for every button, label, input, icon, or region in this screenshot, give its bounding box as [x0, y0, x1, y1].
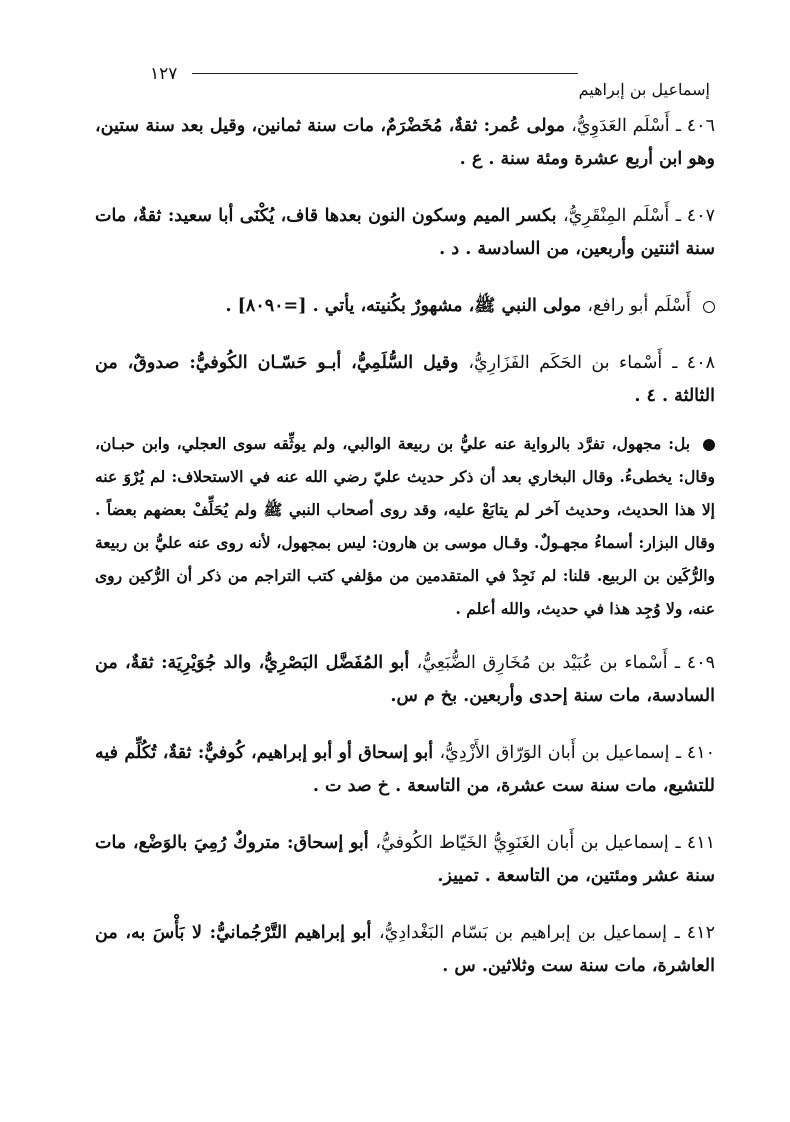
open-circle-marker-icon — [703, 301, 715, 313]
entry-number: ٤٠٩ ـ — [674, 653, 716, 673]
note-label: بل: — [668, 434, 691, 453]
entry-407 — [95, 200, 715, 266]
entry-number: ٤١٠ ـ — [675, 743, 716, 763]
entry-number: ٤٠٨ ـ — [672, 353, 715, 373]
entry-text: بكسر الميم وسكون النون بعدها قاف، يُكْنَى أبا سعيد: ثقةٌ، مات سنة اثنتين وأربعين، من السادسة . د . — [95, 206, 715, 259]
filled-bullet-icon — [703, 439, 715, 451]
entry-411 — [95, 827, 715, 893]
entry-text: أبو إسحاق: متروكٌ رُمِيَ بالوَضْع، مات سنة عشر ومئتين، من التاسعة . تمييز. — [95, 833, 715, 886]
entry-number: ٤١٢ ـ — [674, 923, 715, 943]
entry-name: إسماعيل بن أَبان الغَنَوِيُّ الخَيّاط الكُوفيُّ، — [375, 833, 669, 853]
running-title: إسماعيل بن إبراهيم — [578, 80, 710, 99]
entry-name: أَسْلَم أبو رافع، — [587, 296, 691, 316]
entry-410 — [95, 737, 715, 803]
entry-name: أَسْلَم العَدَوِيُّ، — [571, 116, 670, 136]
header-rule — [192, 73, 578, 74]
entry-text: وقيل السُّلَمِيُّ، أبـو حَسّـان الكُوفيُّ: صدوقٌ، من الثالثة . ٤ . — [95, 353, 715, 406]
entry-number: ٤١١ ـ — [675, 833, 716, 853]
note-text: مجهول، تفرَّد بالرواية عنه عليُّ بن ربيعة الوالبي، ولم يوثِّقه سوى العجلي، وابن حبـان، وقال: يخطىءُ. وقال البخاري بعد أن ذكر حديث عليّ رضي الله عنه في الاستحلاف: لم يُرْوَ عنه إلا هذا الحديث، وحديث آخر لم يتابَعْ عليه، وقد روى أصحاب النبي ﷺ ولم يُحَلِّفْ بعضهم بعضاً . وقال البزار: أسماءُ مجهـولٌ. وقـال موسى بن هارون: ليس بمجهول، لأنه روى عنه عليُّ بن ربيعة والرُّكَين بن الربيع. قلنا: لم نَجِدْ في المتقدمين من مؤلفي كتب التراجم من ذكر أن الرُّكين روى عنه، ولا وُجِد هذا في حديث، والله أعلم . — [95, 434, 715, 618]
entry-text: أبو إسحاق أو أبو إبراهيم، كُوفيٌّ: ثقةٌ، تُكُلِّم فيه للتشيع، مات سنة ست عشرة، من التاسعة . خ صد ت . — [95, 743, 715, 796]
editor-note — [95, 427, 715, 625]
entry-number: ٤٠٧ ـ — [675, 206, 715, 226]
entry-text: أبو المُفَضَّل البَصْرِيُّ، والد جُوَيْرِيَة: ثقةٌ، من السادسة، مات سنة إحدى وأربعين. بخ م س. — [95, 653, 715, 706]
entry-name: إسماعيل بن أَبان الوَرّاق الأَزْدِيُّ، — [439, 743, 670, 763]
entry-name: أَسْماء بن الحَكَم الفَزَارِيُّ، — [468, 353, 663, 373]
entry-text: مولى النبي ﷺ، مشهورٌ بكُنيته، يأتي . [=٨٠٩٠] . — [225, 296, 582, 316]
page-content — [95, 110, 715, 1082]
entry-409 — [95, 647, 715, 713]
entry-name: إسماعيل بن إبراهيم بن بَسّام البَغْدادِيُّ، — [378, 923, 667, 943]
entry-412 — [95, 917, 715, 983]
entry-name: أَسْماء بن عُبَيْد بن مُخَارِق الضُّبَعِيُّ، — [416, 653, 668, 673]
entry-name: أَسْلَم المِنْقَرِيُّ، — [562, 206, 670, 226]
page-header — [150, 60, 710, 104]
entry-406 — [95, 110, 715, 176]
entry-aslam-abu-rafi — [95, 290, 715, 323]
entry-text: أبو إبراهيم التَّرْجُمانيُّ: لا بَأْسَ به، من العاشرة، مات سنة ست وثلاثين. س . — [95, 923, 715, 976]
page-number: ١٢٧ — [150, 64, 178, 84]
entry-text: مولى عُمر: ثقةٌ، مُخَضْرَمٌ، مات سنة ثمانين، وقيل بعد سنة ستين، وهو ابن أربع عشرة ومئة سنة . ع . — [95, 116, 715, 169]
entry-408 — [95, 347, 715, 413]
entry-number: ٤٠٦ ـ — [675, 116, 715, 136]
